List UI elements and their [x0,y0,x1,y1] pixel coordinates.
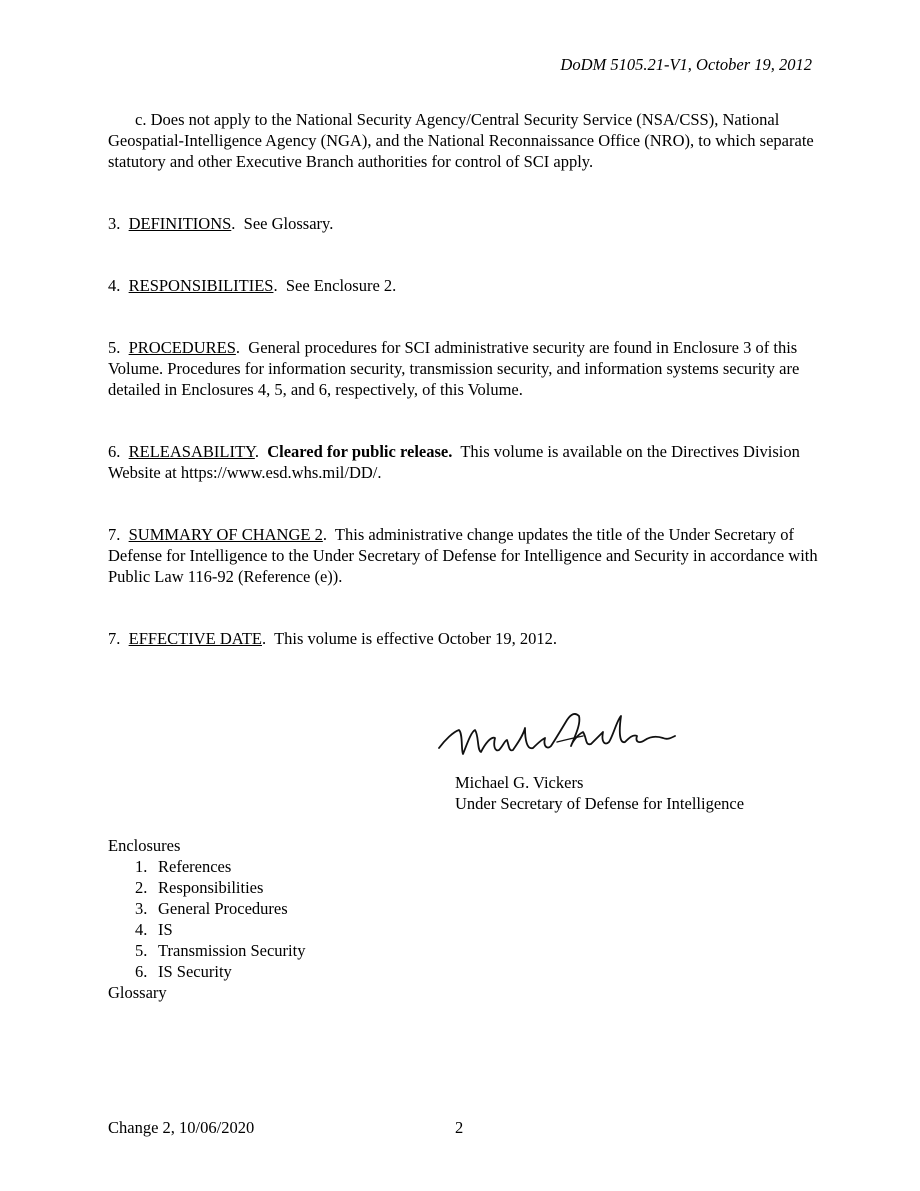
list-item: 2. Responsibilities [135,878,264,897]
paragraph-c: c. Does not apply to the National Security Agency/Central Security Service (NSA/CSS), National Geospatial-Intelligence Agency (NGA), and the National Reconnaissance Office (NRO), to which separate statutory and other Executive Branch authorities for control of SCI apply. [108,110,814,171]
section-definitions: 3. DEFINITIONS. See Glossary. [108,214,334,233]
section-releasability: 6. RELEASABILITY. Cleared for public release. This volume is available on the Directives Division Website at https://www.esd.whs.mil/DD/. [108,442,800,482]
section-title: DEFINITIONS [128,214,232,233]
section-title: EFFECTIVE DATE [128,629,262,648]
section-number: 7. [108,629,121,648]
change-footer: Change 2, 10/06/2020 [108,1118,255,1137]
section-number: 4. [108,276,121,295]
section-text: This volume is effective October 19, 2012. [274,629,557,648]
section-text: General procedures for SCI administrative security are found in Enclosure 3 of this Volume. Procedures for information security, transmission security, and information systems security are detailed in Enclosures 4, 5, and 6, respectively, of this Volume. [108,338,800,399]
section-summary-of-change: 7. SUMMARY OF CHANGE 2. This administrative change updates the title of the Under Secretary of Defense for Intelligence to the Under Secretary of Defense for Intelligence and Security in accordance with Public Law 116-92 (Reference (e)). [108,525,818,586]
page-number: 2 [455,1118,464,1137]
section-text: This administrative change updates the title of the Under Secretary of Defense for Intelligence to the Under Secretary of Defense for Intelligence and Security in accordance with Public Law 116-92 (Reference (e)). [108,525,818,586]
list-item: 6. IS Security [135,962,232,981]
document-header: DoDM 5105.21-V1, October 19, 2012 [560,55,812,74]
list-item: 4. IS [135,920,173,939]
signer-name: Michael G. Vickers [455,773,584,792]
section-number: 7. [108,525,121,544]
section-text: See Glossary. [243,214,334,233]
section-number: 5. [108,338,121,357]
section-number: 3. [108,214,121,233]
handwritten-signature [433,700,683,770]
section-responsibilities: 4. RESPONSIBILITIES. See Enclosure 2. [108,276,397,295]
section-text: This volume is available on the Directives Division Website at https://www.esd.whs.mil/DD/. [108,442,800,482]
section-title: SUMMARY OF CHANGE 2 [128,525,323,544]
document-body [108,109,818,649]
list-item: 1. References [135,857,232,876]
release-statement: Cleared for public release. [267,442,453,461]
enclosures-heading: Enclosures [108,836,181,855]
signature-block [455,700,855,814]
section-text: See Enclosure 2. [285,276,397,295]
list-item: 3. General Procedures [135,899,288,918]
section-effective-date: 7. EFFECTIVE DATE. This volume is effective October 19, 2012. [108,629,557,648]
section-title: RELEASABILITY [128,442,255,461]
enclosures-list [108,835,305,1003]
section-title: PROCEDURES [128,338,236,357]
signer-title: Under Secretary of Defense for Intelligence [455,794,745,813]
glossary-entry: Glossary [108,983,167,1002]
section-procedures: 5. PROCEDURES. General procedures for SCI administrative security are found in Enclosure 3 of this Volume. Procedures for information security, transmission security, and information systems security are detailed in Enclosures 4, 5, and 6, respectively, of this Volume. [108,338,800,399]
section-title: RESPONSIBILITIES [128,276,274,295]
section-number: 6. [108,442,121,461]
list-item: 5. Transmission Security [135,941,306,960]
